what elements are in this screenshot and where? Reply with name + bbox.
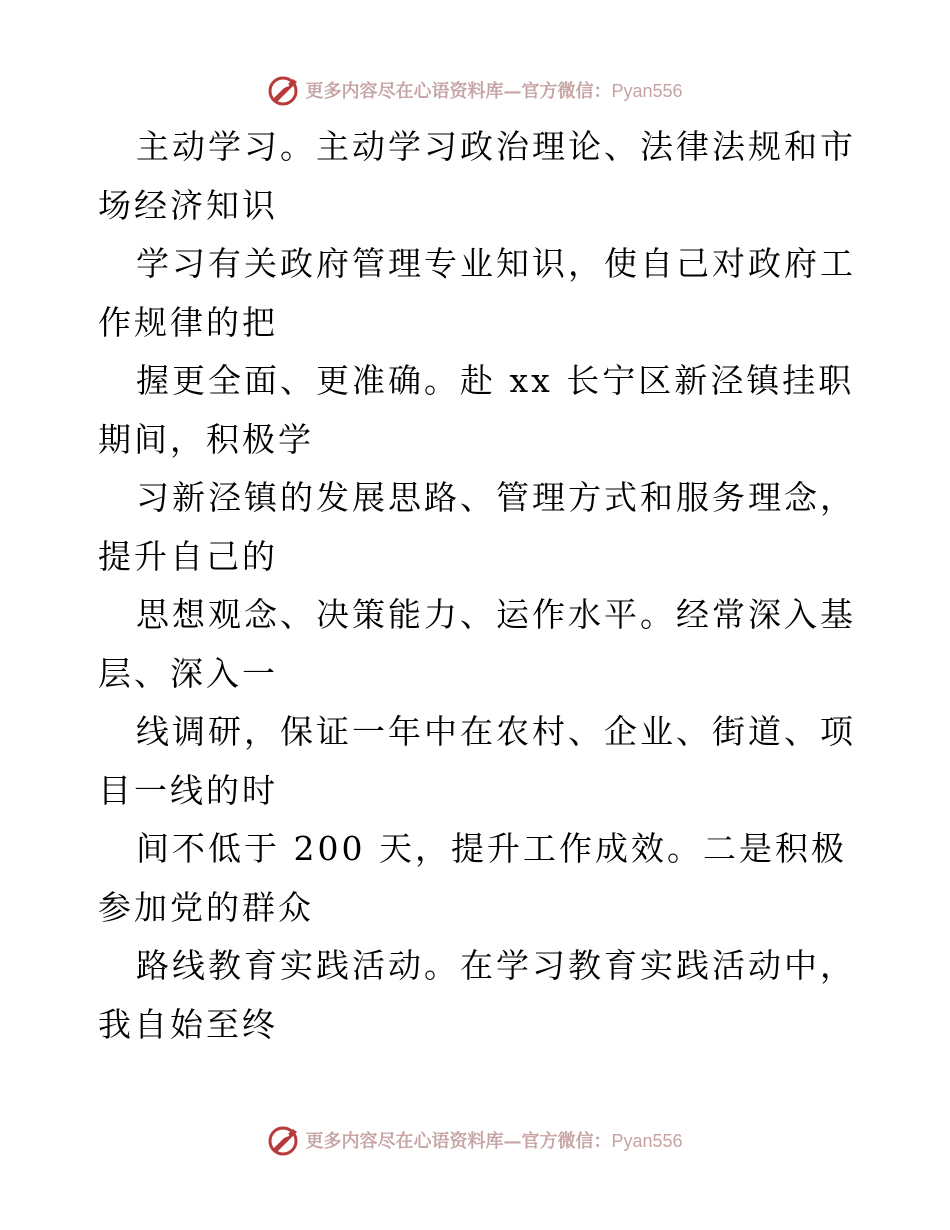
paragraph: 路线教育实践活动。在学习教育实践活动中，我自始至终 [98, 946, 856, 1044]
footer-wechat-id: Pyan556 [611, 1131, 683, 1151]
paragraph: 习新泾镇的发展思路、管理方式和服务理念，提升自己的 [98, 478, 856, 576]
footer-banner-text [305, 1127, 682, 1153]
paragraph: 学习有关政府管理专业知识，使自己对政府工作规律的把 [98, 244, 856, 342]
header-banner-label: 更多内容尽在心语资料库—官方微信： [305, 81, 612, 102]
paragraph: 线调研，保证一年中在农村、企业、街道、项目一线的时 [98, 712, 856, 810]
paragraph: 思想观念、决策能力、运作水平。经常深入基层、深入一 [98, 595, 856, 693]
header-wechat-id: Pyan556 [611, 81, 683, 101]
paragraph: 间不低于 200 天，提升工作成效。二是积极参加党的群众 [98, 829, 847, 927]
footer-banner-label: 更多内容尽在心语资料库—官方微信： [305, 1131, 612, 1152]
header-banner [0, 70, 950, 110]
footer-banner [0, 1120, 950, 1160]
paragraph: 握更全面、更准确。赴 xx 长宁区新泾镇挂职期间，积极学 [98, 361, 855, 459]
header-banner-text [305, 77, 682, 103]
document-body [98, 118, 858, 1054]
paragraph: 主动学习。主动学习政治理论、法律法规和市场经济知识 [98, 127, 856, 225]
quill-seal-logo-icon [267, 1123, 301, 1157]
quill-seal-logo-icon [267, 73, 301, 107]
